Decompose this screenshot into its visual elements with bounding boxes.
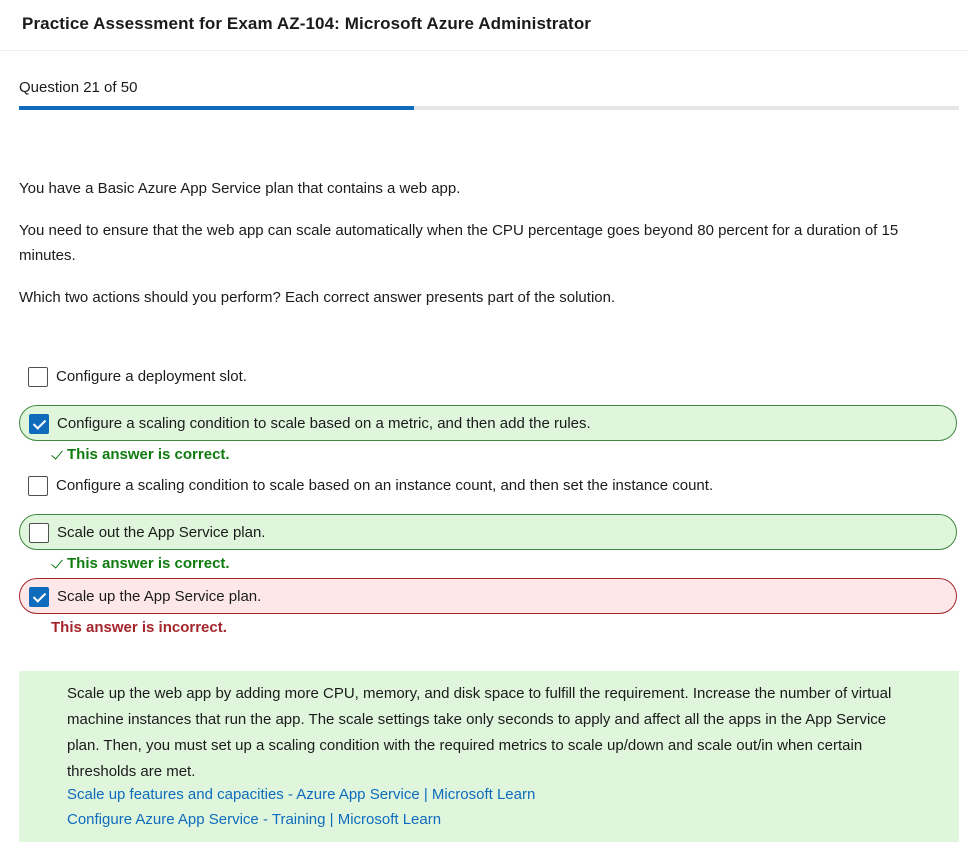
checkbox-unchecked[interactable] — [28, 476, 48, 496]
reference-link-1[interactable]: Scale up features and capacities - Azure App Service | Microsoft Learn — [67, 786, 536, 803]
answer-option-4[interactable] — [19, 514, 957, 550]
feedback-correct — [51, 555, 230, 572]
feedback-incorrect — [51, 619, 227, 636]
feedback-text: This answer is correct. — [67, 446, 230, 463]
answer-option-1[interactable] — [19, 359, 957, 395]
progress-bar-fill — [19, 106, 414, 110]
question-text-1: You have a Basic Azure App Service plan that contains a web app. — [19, 180, 461, 197]
reference-link-2[interactable]: Configure Azure App Service - Training | Microsoft Learn — [67, 811, 442, 828]
feedback-text: This answer is incorrect. — [51, 619, 227, 636]
question-text-2: You need to ensure that the web app can scale automatically when the CPU percentage goes beyond 80 percent for a duration of 15 minutes. — [19, 222, 899, 264]
feedback-text: This answer is correct. — [67, 555, 230, 572]
answer-option-label: Scale out the App Service plan. — [57, 524, 266, 541]
checkbox-unchecked[interactable] — [28, 367, 48, 387]
answer-option-2[interactable] — [19, 405, 957, 441]
answer-option-label: Configure a deployment slot. — [56, 368, 247, 385]
check-icon — [51, 447, 63, 459]
answer-option-label: Scale up the App Service plan. — [57, 588, 262, 605]
question-counter: Question 21 of 50 — [19, 79, 138, 96]
checkbox-unchecked[interactable] — [29, 523, 49, 543]
checkbox-checked[interactable] — [29, 587, 49, 607]
answer-option-5[interactable] — [19, 578, 957, 614]
feedback-correct — [51, 446, 230, 463]
explanation-text: Scale up the web app by adding more CPU, memory, and disk space to fulfill the requirement. Increase the number of virtual machine instances that run the app. The scale settings take only seconds to apply and affect all the apps in the App Service plan. Then, you must set up a scaling condition with the required metrics to scale up/down and scale out/in when certain thresholds are met. — [67, 685, 892, 780]
page-title: Practice Assessment for Exam AZ-104: Microsoft Azure Administrator — [22, 14, 592, 33]
answer-option-label: Configure a scaling condition to scale based on a metric, and then add the rules. — [57, 415, 591, 432]
check-icon — [51, 556, 63, 568]
page-header — [0, 0, 967, 51]
answer-option-3[interactable] — [19, 468, 957, 504]
checkbox-checked[interactable] — [29, 414, 49, 434]
explanation-panel — [19, 671, 959, 842]
progress-bar — [19, 106, 959, 110]
question-text-3: Which two actions should you perform? Each correct answer presents part of the solution. — [19, 289, 616, 306]
answer-option-label: Configure a scaling condition to scale based on an instance count, and then set the instance count. — [56, 477, 714, 494]
